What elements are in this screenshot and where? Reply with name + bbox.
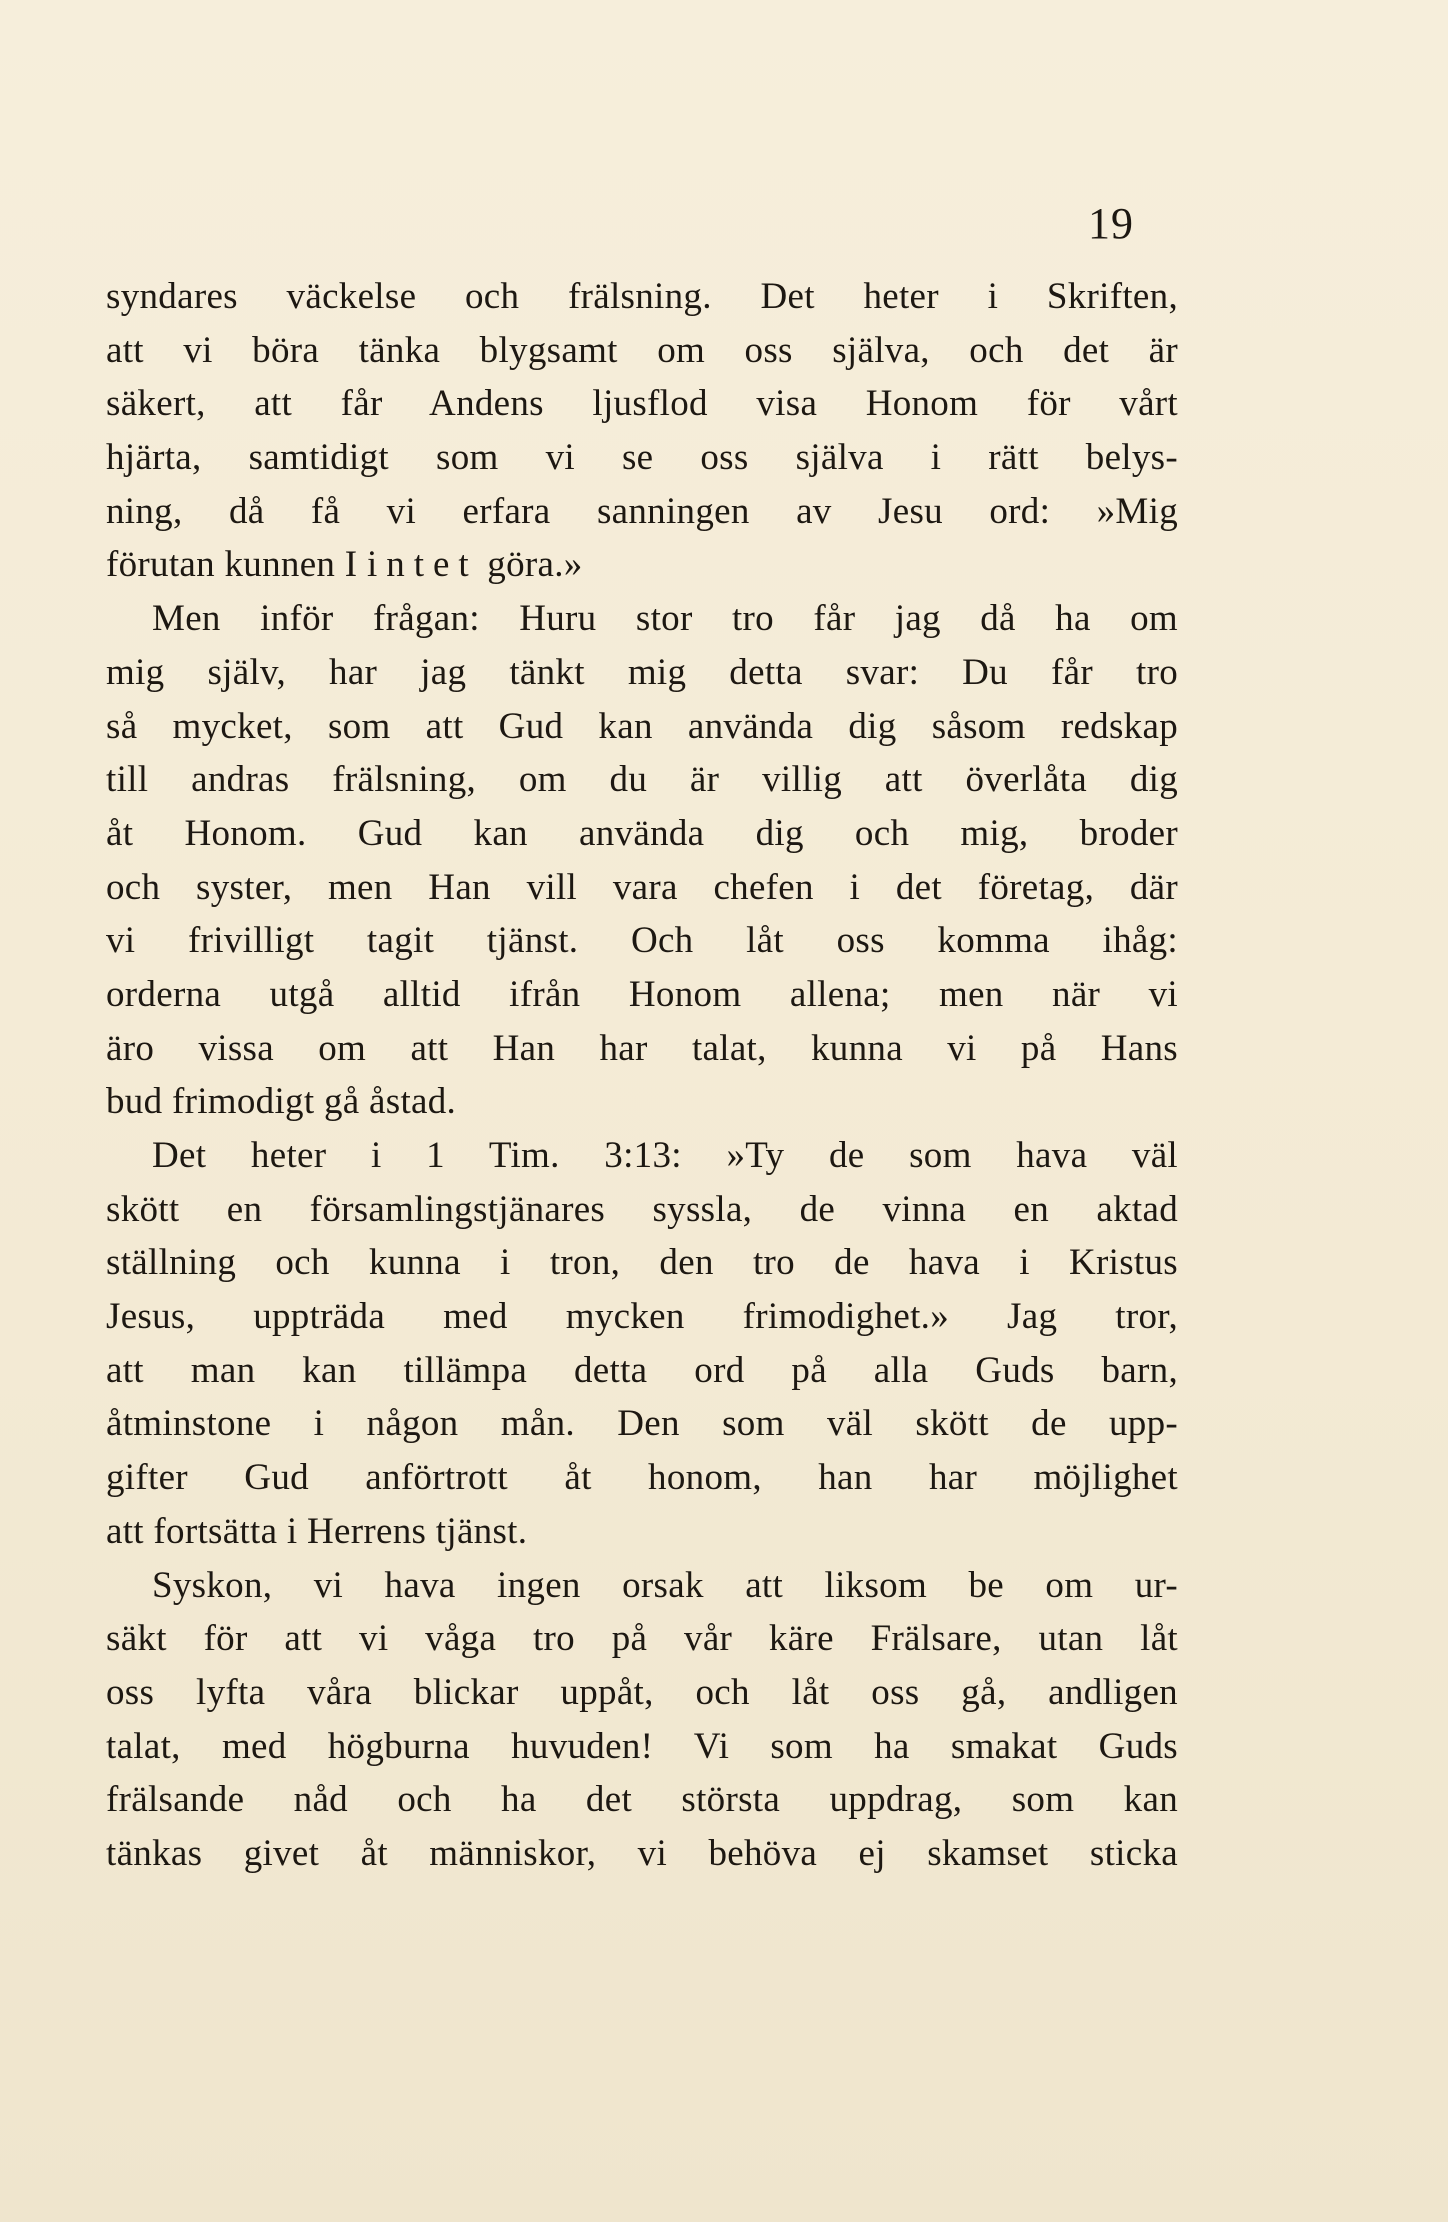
text-line: till andras frälsning, om du är villig att överlåta dig [106, 759, 1178, 801]
text-line: ning, då få vi erfara sanningen av Jesu ord: »Mig [106, 490, 1178, 532]
text-line: orderna utgå alltid ifrån Honom allena; men när vi [106, 973, 1178, 1015]
text-line: åt Honom. Gud kan använda dig och mig, broder [106, 812, 1178, 854]
text-line: att vi böra tänka blygsamt om oss själva, och det är [106, 329, 1178, 371]
text-line: och syster, men Han vill vara chefen i det företag, där [106, 866, 1178, 908]
text-line: bud frimodigt gå åstad. [106, 1081, 457, 1123]
text-line: oss lyfta våra blickar uppåt, och låt oss gå, andligen [106, 1671, 1178, 1713]
body-text [106, 270, 1178, 1881]
text-line: vi frivilligt tagit tjänst. Och låt oss komma ihåg: [106, 920, 1178, 962]
text-line: Jesus, uppträda med mycken frimodighet.» Jag tror, [106, 1296, 1178, 1338]
text-line: att fortsätta i Herrens tjänst. [106, 1510, 528, 1552]
text-line: säkt för att vi våga tro på vår käre Frälsare, utan låt [106, 1618, 1178, 1660]
text-line: gifter Gud anförtrott åt honom, han har möjlighet [106, 1457, 1178, 1499]
text-line: frälsande nåd och ha det största uppdrag, som kan [106, 1779, 1178, 1821]
text-line: åtminstone i någon mån. Den som väl skött de upp- [106, 1403, 1178, 1445]
text-line: tänkas givet åt människor, vi behöva ej skamset sticka [106, 1832, 1178, 1874]
text-line: ställning och kunna i tron, den tro de hava i Kristus [106, 1242, 1178, 1284]
text-line: Det heter i 1 Tim. 3:13: »Ty de som hava väl [152, 1135, 1178, 1176]
text-line: skött en församlingstjänares syssla, de vinna en aktad [106, 1188, 1178, 1230]
text-line: Syskon, vi hava ingen orsak att liksom be om ur- [152, 1564, 1178, 1606]
text-line: säkert, att får Andens ljusflod visa Honom för vårt [106, 383, 1178, 425]
text-line: mig själv, har jag tänkt mig detta svar: Du får tro [106, 651, 1178, 693]
text-line: Men inför frågan: Huru stor tro får jag då ha om [152, 598, 1178, 640]
text-line: förutan kunnen I intet göra.» [106, 544, 583, 586]
emphasized-word: intet [366, 544, 478, 586]
text-line: syndares väckelse och frälsning. Det heter i Skriften, [106, 276, 1178, 317]
text-line: att man kan tillämpa detta ord på alla Guds barn, [106, 1349, 1178, 1391]
text-line: talat, med högburna huvuden! Vi som ha smakat Guds [106, 1725, 1178, 1767]
page-number: 19 [1088, 199, 1134, 248]
text-line: hjärta, samtidigt som vi se oss själva i rätt belys- [106, 437, 1178, 479]
text-line: så mycket, som att Gud kan använda dig såsom redskap [106, 705, 1178, 747]
text-line: äro vissa om att Han har talat, kunna vi på Hans [106, 1027, 1178, 1069]
